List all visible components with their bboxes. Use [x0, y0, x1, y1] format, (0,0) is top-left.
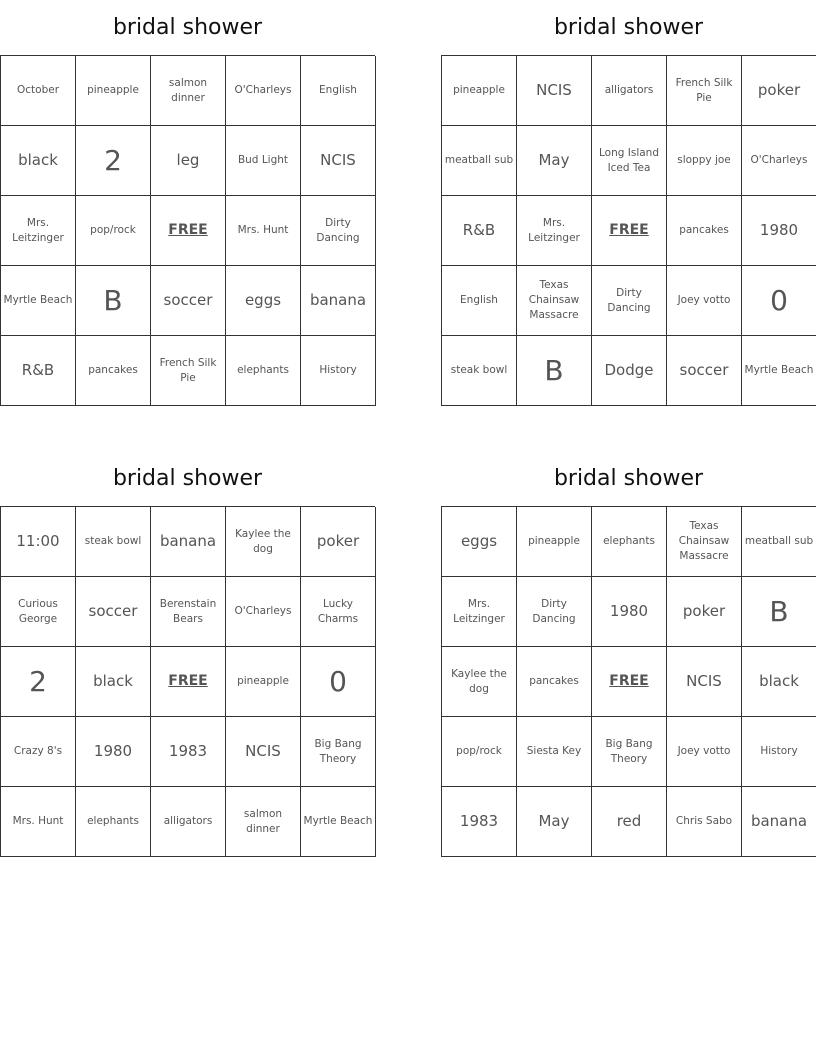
bingo-grid — [0, 55, 375, 406]
bingo-cell: Big Bang Theory — [301, 717, 376, 787]
bingo-cell: Bud Light — [226, 126, 301, 196]
card-title: bridal shower — [553, 15, 704, 40]
bingo-cell: steak bowl — [76, 507, 151, 577]
bingo-cell: Mrs. Leitzinger — [517, 196, 592, 266]
bingo-cell: sloppy joe — [667, 126, 742, 196]
bingo-cell: Siesta Key — [517, 717, 592, 787]
bingo-cell: meatball sub — [742, 507, 816, 577]
bingo-cell: poker — [667, 577, 742, 647]
bingo-cell: salmon dinner — [151, 56, 226, 126]
bingo-cell: pop/rock — [442, 717, 517, 787]
bingo-cell: 0 — [742, 266, 816, 336]
bingo-cell: Mrs. Hunt — [226, 196, 301, 266]
bingo-cell: 0 — [301, 647, 376, 717]
bingo-cell: elephants — [76, 787, 151, 857]
bingo-cell: October — [1, 56, 76, 126]
bingo-cell: NCIS — [667, 647, 742, 717]
bingo-cell: B — [76, 266, 151, 336]
bingo-cell: English — [442, 266, 517, 336]
bingo-cell: French Silk Pie — [667, 56, 742, 126]
bingo-cell: May — [517, 787, 592, 857]
free-space-cell: FREE — [151, 196, 226, 266]
bingo-cell: 1983 — [442, 787, 517, 857]
bingo-cell: banana — [301, 266, 376, 336]
bingo-cell: Kaylee the dog — [442, 647, 517, 717]
bingo-grid — [0, 506, 375, 857]
card-title: bridal shower — [112, 15, 263, 40]
bingo-cell: steak bowl — [442, 336, 517, 406]
bingo-cell: NCIS — [226, 717, 301, 787]
bingo-cell: Kaylee the dog — [226, 507, 301, 577]
bingo-cell: O'Charleys — [226, 56, 301, 126]
bingo-cell: Chris Sabo — [667, 787, 742, 857]
bingo-cell: Mrs. Hunt — [1, 787, 76, 857]
bingo-cell: Joey votto — [667, 717, 742, 787]
bingo-cell: Mrs. Leitzinger — [442, 577, 517, 647]
free-space-cell: FREE — [151, 647, 226, 717]
bingo-grid — [441, 55, 816, 406]
bingo-cell: pancakes — [667, 196, 742, 266]
bingo-cell: Texas Chainsaw Massacre — [517, 266, 592, 336]
bingo-cell: R&B — [1, 336, 76, 406]
bingo-cell: Lucky Charms — [301, 577, 376, 647]
bingo-cell: soccer — [76, 577, 151, 647]
bingo-cell: pancakes — [76, 336, 151, 406]
bingo-cell: pineapple — [226, 647, 301, 717]
free-space-cell: FREE — [592, 647, 667, 717]
bingo-cell: Myrtle Beach — [301, 787, 376, 857]
bingo-cell: O'Charleys — [742, 126, 816, 196]
bingo-cell: 1983 — [151, 717, 226, 787]
bingo-cell: Mrs. Leitzinger — [1, 196, 76, 266]
bingo-cell: Texas Chainsaw Massacre — [667, 507, 742, 577]
bingo-cell: leg — [151, 126, 226, 196]
bingo-cell: soccer — [151, 266, 226, 336]
bingo-cell: poker — [301, 507, 376, 577]
bingo-cell: salmon dinner — [226, 787, 301, 857]
bingo-cell: Dirty Dancing — [592, 266, 667, 336]
bingo-cell: elephants — [226, 336, 301, 406]
bingo-cell: poker — [742, 56, 816, 126]
bingo-cell: Myrtle Beach — [742, 336, 816, 406]
bingo-cell: B — [517, 336, 592, 406]
bingo-cell: black — [76, 647, 151, 717]
bingo-cell: pop/rock — [76, 196, 151, 266]
bingo-cell: 2 — [1, 647, 76, 717]
bingo-cell: black — [1, 126, 76, 196]
bingo-cell: pancakes — [517, 647, 592, 717]
bingo-cell: Dirty Dancing — [517, 577, 592, 647]
bingo-cell: Crazy 8's — [1, 717, 76, 787]
bingo-cell: Myrtle Beach — [1, 266, 76, 336]
bingo-cell: O'Charleys — [226, 577, 301, 647]
bingo-cell: banana — [151, 507, 226, 577]
bingo-cell: R&B — [442, 196, 517, 266]
bingo-cell: 1980 — [742, 196, 816, 266]
card-title: bridal shower — [112, 466, 263, 491]
bingo-cell: soccer — [667, 336, 742, 406]
card-title: bridal shower — [553, 466, 704, 491]
bingo-cell: NCIS — [301, 126, 376, 196]
bingo-cell: eggs — [226, 266, 301, 336]
bingo-cell: Dodge — [592, 336, 667, 406]
bingo-cell: elephants — [592, 507, 667, 577]
bingo-cell: alligators — [592, 56, 667, 126]
bingo-cell: Curious George — [1, 577, 76, 647]
bingo-cell: Long Island Iced Tea — [592, 126, 667, 196]
bingo-cell: May — [517, 126, 592, 196]
bingo-cell: History — [301, 336, 376, 406]
bingo-cell: black — [742, 647, 816, 717]
bingo-cell: History — [742, 717, 816, 787]
bingo-cell: 2 — [76, 126, 151, 196]
bingo-cell: pineapple — [517, 507, 592, 577]
free-space-cell: FREE — [592, 196, 667, 266]
bingo-cell: Big Bang Theory — [592, 717, 667, 787]
bingo-cell: 1980 — [76, 717, 151, 787]
bingo-cell: alligators — [151, 787, 226, 857]
bingo-cell: NCIS — [517, 56, 592, 126]
bingo-cell: 11:00 — [1, 507, 76, 577]
bingo-cell: 1980 — [592, 577, 667, 647]
bingo-cell: English — [301, 56, 376, 126]
bingo-cell: Berenstain Bears — [151, 577, 226, 647]
bingo-cell: B — [742, 577, 816, 647]
bingo-cell: Joey votto — [667, 266, 742, 336]
bingo-cell: pineapple — [76, 56, 151, 126]
bingo-cell: pineapple — [442, 56, 517, 126]
bingo-cell: eggs — [442, 507, 517, 577]
bingo-cell: meatball sub — [442, 126, 517, 196]
bingo-cell: French Silk Pie — [151, 336, 226, 406]
bingo-grid — [441, 506, 816, 857]
bingo-cell: banana — [742, 787, 816, 857]
bingo-cell: red — [592, 787, 667, 857]
bingo-cell: Dirty Dancing — [301, 196, 376, 266]
